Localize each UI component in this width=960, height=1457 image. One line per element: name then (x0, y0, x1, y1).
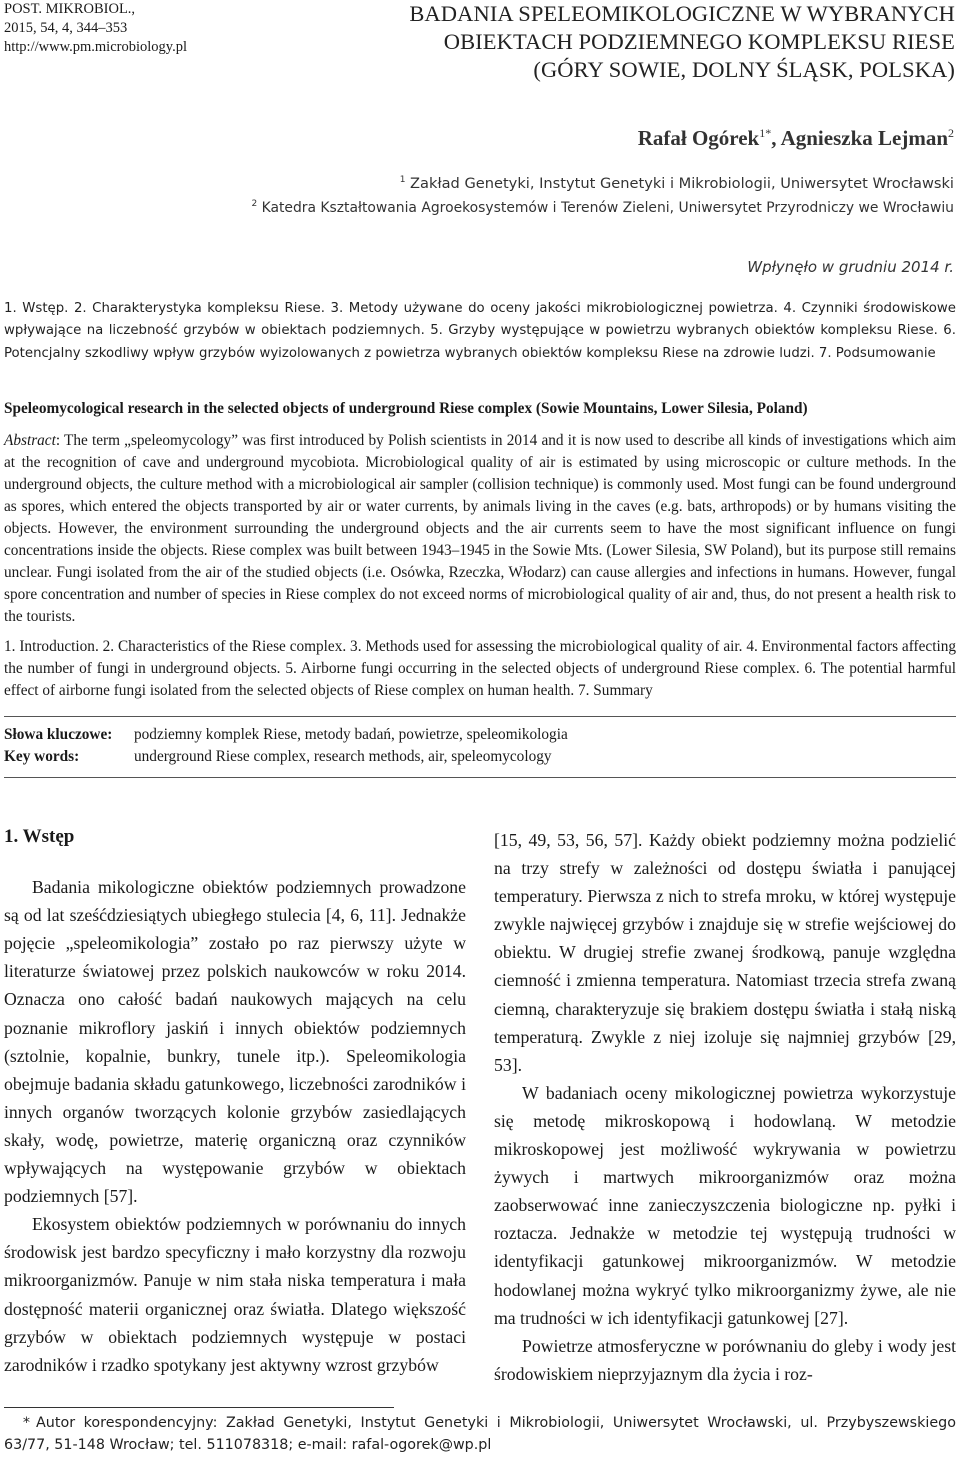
affiliation-2 (251, 199, 954, 216)
abstract-text: The term „speleomycology” was first introduced by Polish scientists in 2014 and it is now used to describe all kinds of investigations which aim at the recognition of cave and underground mycobiota. Microbiological quality of air is estimated by using microscopic or culture methods. In the underground objects, the culture method with a microbiological air sampler (collision technique) is commonly used. Most fungi can be found underground as spores, which entered the objects transported by air or water currents, by animals living in the caves (e.g. bats, arthropods) or by humans visiting the objects. However, the environment surrounding the underground objects and the air currents seem to have the most significant influence on fungi concentrations inside the objects. Riese complex was built between 1943–1945 in the Sowie Mts. (Lower Silesia, SW Poland), but its purpose still remains unclear. Fungi isolated from the air of the studied objects (i.e. Osówka, Rzeczka, Włodarz) can cause allergies and infections in humans. However, fungal spore concentration and number of species in Riese complex do not exceed norms of microbiological quality of air and, thus, do not present a health risk to the tourists. (4, 432, 956, 625)
footnote-mark: * (22, 1415, 30, 1431)
footnote-text: Autor korespondencyjny: Zakład Genetyki, Instytut Genetyki i Mikrobiologii, Uniwersytet Wrocławski, ul. Przybyszewskiego 63/77, 51-148 Wrocław; tel. 511078318; e-mail: rafal-ogorek@wp.pl (4, 1415, 956, 1453)
journal-volume: 2015, 54, 4, 344–353 (4, 20, 128, 36)
affiliation-1 (400, 175, 954, 192)
journal-name: POST. MIKROBIOL., (4, 1, 136, 17)
keywords-english-value: underground Riese complex, research methods, air, speleomycology (134, 748, 552, 765)
keywords-english (4, 748, 552, 766)
body-left-column (4, 823, 466, 1379)
author-1: Rafał Ogórek (637, 126, 760, 150)
keywords-polish-value: podziemny komplek Riese, metody badań, powietrze, speleomikologia (134, 726, 568, 743)
affiliation-1-mark: 1 (399, 175, 406, 185)
footnote (4, 1412, 956, 1456)
journal-citation (4, 0, 194, 57)
divider-top (4, 716, 956, 717)
author-2: Agnieszka Lejman (780, 126, 948, 150)
paragraph: Ekosystem obiektów podziemnych w porównaniu do innych środowisk jest bardzo specyficzny i mało korzystny dla rozwoju mikroorganizmów. Panuje w nim stała niska temperatura i mała dostępność materii organicznej oraz światła. Dlatego większość grzybów w obiektach podziemnych występuje w postaci zarodników i rzadko spotykany jest aktywny wzrost grzybów (4, 1214, 466, 1375)
section-heading: 1. Wstęp (4, 826, 75, 847)
paragraph: [15, 49, 53, 56, 57]. Każdy obiekt podziemny można podzielić na trzy strefy w zależności od dostępu światła i panującej temperatury. Pierwsza z nich to strefa mroku, w której występuje zwykle najwięcej grzybów i znajduje się w strefie wejściowej do obiektu. W drugiej strefie zwanej środkową, panuje względna ciemność i zmienna temperatura. Natomiast trzecia strefa zwaną ciemną, charakteryzuje się brakiem dostępu światła i stałą niską temperaturą. Zwykle z niej izoluje się najmniej grzybów [29, 53]. (494, 830, 956, 1075)
article-title (340, 0, 955, 84)
english-title: Speleomycological research in the selected objects of underground Riese complex (Sowie Mountains, Lower Silesia, Poland) (4, 400, 808, 417)
received-date: Wpłynęło w grudniu 2014 r. (747, 258, 954, 276)
contents-english: 1. Introduction. 2. Characteristics of the Riese complex. 3. Methods used for assessing the microbiological quality of air. 4. Environmental factors affecting the number of fungi in underground objects. 5. Airborne fungi occurring in the selected objects of underground Riese complex. 6. The potential harmful effect of airborne fungi isolated from the selected objects of Riese complex on human health. 7. Summary (4, 638, 956, 699)
body-right-column (494, 826, 956, 1388)
divider-bottom (4, 777, 956, 778)
author-2-mark: 2 (948, 126, 954, 140)
title-line-3: (GÓRY SOWIE, DOLNY ŚLĄSK, POLSKA) (533, 57, 955, 82)
affiliation-1-text: Zakład Genetyki, Instytut Genetyki i Mikrobiologii, Uniwersytet Wrocławski (405, 175, 954, 192)
author-separator: , (771, 126, 781, 150)
journal-url: http://www.pm.microbiology.pl (4, 39, 187, 55)
contents-polish: 1. Wstęp. 2. Charakterystyka kompleksu Riese. 3. Metody używane do oceny jakości mikrobiologicznej powietrza. 4. Czynniki środowiskowe wpływające na liczebność grzybów w obiektach podziemnych. 5. Grzyby występujące w powietrzu wybranych obiektów kompleksu Riese. 6. Potencjalny szkodliwy wpływ grzybów wyizolowanych z powietrza wybranych obiektów kompleksu Riese na zdrowie ludzi. 7. Podsumowanie (4, 301, 956, 361)
authors (638, 126, 954, 151)
abstract-colon: : (55, 432, 64, 449)
abstract (4, 430, 956, 628)
affiliation-2-text: Katedra Kształtowania Agroekosystemów i Terenów Zieleni, Uniwersytet Przyrodniczy we Wrocławiu (257, 200, 954, 216)
paragraph: Badania mikologiczne obiektów podziemnych prowadzone są od lat sześćdziesiątych ubiegłego stulecia [4, 6, 11]. Jednakże pojęcie „speleomikologia” zostało po raz pierwszy użyte w literaturze światowej przez polskich naukowców w roku 2014. Oznacza ono całość badań naukowych mających na celu poznanie mikroflory jaskiń i innych obiektów podziemnych (sztolnie, kopalnie, bunkry, tunele itp.). Speleomikologia obejmuje badania składu gatunkowego, liczebności zarodników i innych organów tworzących kolonie grzybów zasiedlających skały, wodę, powietrze, materię organiczną oraz czynników wpływających na występowanie grzybów w obiektach podziemnych [57]. (4, 877, 466, 1207)
title-line-1: BADANIA SPELEOMIKOLOGICZNE W WYBRANYCH (409, 1, 955, 26)
keywords-polish-label: Słowa kluczowe: (4, 726, 113, 743)
paragraph: Powietrze atmosferyczne w porównaniu do gleby i wody jest środowiskiem nieprzyjaznym dla życia i roz- (494, 1335, 956, 1384)
paragraph: W badaniach oceny mikologicznej powietrza wykorzystuje się metodę mikroskopową i hodowlaną. W metodzie mikroskopowej jest możliwość wykrywania w powietrzu żywych i martwych mikroorganizmów oraz można zaobserwować inne zanieczyszczenia biologiczne np. pyłki i roztacza. Jednakże w metodzie tej występują trudności w identyfikacji gatunkowej mikroorganizmów. W metodzie hodowlanej można wykryć tylko mikroorganizmy żywe, ale nie ma trudności w ich identyfikacji gatunkowej [27]. (494, 1082, 956, 1328)
footnote-rule (4, 1407, 394, 1408)
keywords-english-label: Key words: (4, 748, 80, 765)
keywords-polish (4, 726, 568, 744)
author-1-mark: 1* (759, 126, 772, 140)
abstract-label: Abstract (4, 432, 56, 449)
title-line-2: OBIEKTACH PODZIEMNEGO KOMPLEKSU RIESE (443, 29, 955, 54)
affiliation-2-mark: 2 (251, 199, 258, 209)
